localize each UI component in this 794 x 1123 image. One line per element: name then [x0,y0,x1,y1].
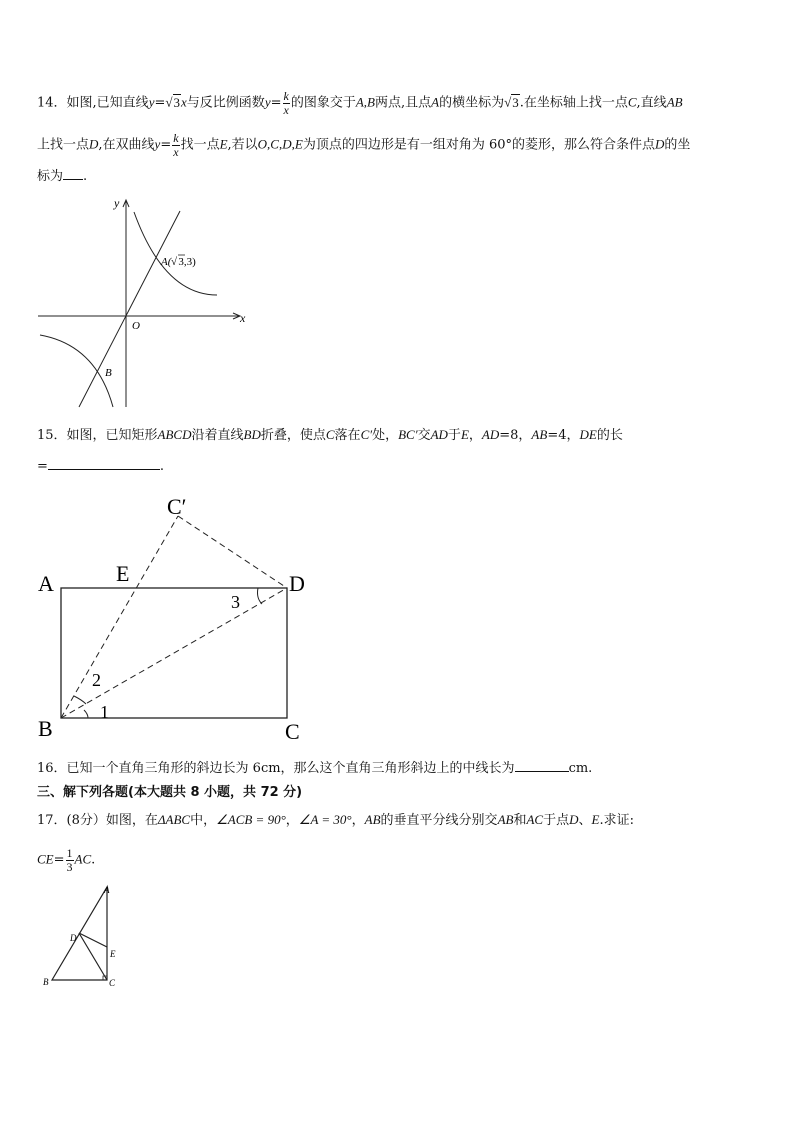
line-bc-prime: BC′ [398,427,418,442]
period: . [159,459,165,474]
line-c-prime-d-dashed [178,516,287,588]
point-c: C [325,427,335,442]
q14-text: 的坐 [664,137,691,153]
segment-ab: AB [497,812,514,827]
q15-text: 15．如图，已知矩形 [37,428,158,443]
q14-coordinate-figure [34,195,254,410]
points-ab: A,B [355,94,375,110]
fraction-denominator: x [283,102,289,117]
q17-text: 于点 [543,813,570,828]
angle-3-label: 3 [231,592,240,612]
q14-line1 [37,90,683,116]
line-ad: AD [430,427,448,442]
q14-text: 为顶点的四边形是有一组对角为 60°的菱形，那么符合条件点 [302,137,655,153]
fraction-numerator: k [173,131,179,145]
hyperbola-branch-2 [40,335,113,407]
segment-ac: AC [526,812,544,827]
q15-text: =4， [547,428,580,443]
point-e: E [219,136,228,152]
q15-text: =8， [499,428,532,443]
period: . [91,852,96,868]
q16-text: 16．已知一个直角三角形的斜边长为 6cm，那么这个直角三角形斜边上的中线长为 [37,761,515,776]
q17-text: 的垂直平分线分别交 [380,813,498,828]
answer-blank[interactable] [63,179,83,180]
fraction-denominator: 3 [66,859,73,874]
equals: = [37,459,48,474]
answer-blank[interactable] [515,771,569,772]
hyperbola-branch-1 [134,212,217,295]
q15-text: 交 [417,428,431,443]
q17-triangle-figure [40,883,130,993]
q14-text: 的图象交于 [290,95,356,111]
q17-text: .求证: [599,813,634,828]
point-b-label: B [105,367,112,379]
q17-text: ， [351,813,365,828]
x-label: x [240,311,246,325]
q17-text: 中， [190,813,217,828]
q14-text: ,直线 [636,95,667,111]
point-d: D [655,136,665,152]
equals: = [53,852,65,868]
line-bd: BD [243,427,261,442]
point-c-prime: C′ [360,427,373,442]
fraction-k-over-x [283,90,290,116]
label-c-prime: C′ [167,494,187,519]
point-d: D [89,136,99,152]
q14-text: 两点,且点 [374,95,432,111]
q17-line1 [37,813,634,827]
angle-acb: ∠ACB = 90° [216,812,286,827]
label-e: E [110,949,116,959]
triangle-abc: ΔABC [157,812,191,827]
q14-text: 标为 [37,169,64,184]
sqrt-radicand: 3 [173,94,181,110]
q16-line [37,762,592,775]
fraction-denominator: x [173,144,179,159]
equals: = [154,95,166,111]
line-bd-dashed [61,588,287,718]
line-bc-prime-dashed [61,516,178,718]
angle-2-label: 2 [92,670,101,690]
label-b: B [38,716,53,741]
q17-line2 [37,847,95,873]
y-label: y [114,196,120,210]
q15-text: 处， [372,428,399,443]
line-ab: AB [666,94,683,110]
point-c: C [627,94,637,110]
q15-text: 沿着直线 [191,428,244,443]
svg-text:A(3,3) [160,256,196,268]
q15-text: 的长 [596,428,623,443]
point-a-radicand: 3 [178,256,184,268]
q14-text: 的横坐标为 [439,95,505,111]
section-3-title: 三、解下列各题(本大题共 8 小题，共 72 分) [37,785,303,800]
sqrt-radicand: 3 [512,94,519,110]
answer-blank[interactable] [48,469,160,470]
label-d: D [289,571,305,596]
angle-a: ∠A = 30° [298,812,352,827]
angle-arc-1 [84,710,88,718]
angle-arc-3 [258,588,263,604]
origin-label: O [132,320,140,332]
q14-text: 上找一点 [37,137,90,153]
point-a-label [160,255,196,268]
q17-text: 和 [513,813,527,828]
label-a: A [38,571,54,596]
sqrt-symbol: √ [171,256,178,268]
line-ab [79,211,180,407]
sqrt-3: √3 [504,94,519,110]
fraction-k-over-x [172,132,179,158]
label-e: E [116,561,130,586]
point-e: E [460,427,469,442]
segment-ce: CE [37,851,54,867]
q17-text: ， [285,813,299,828]
label-a: A [104,885,110,895]
label-c: C [109,978,116,988]
rect-abcd: ABCD [157,427,192,442]
label-c: C [285,719,300,744]
q15-line1 [37,428,623,442]
fraction-one-third [66,847,74,873]
segment-ac: AC [74,851,92,867]
var-x: x [181,94,187,110]
q15-line2 [37,460,164,473]
q14-text: 与反比例函数 [186,95,265,111]
line-ab: AB [531,427,548,442]
label-b: B [43,977,49,987]
q15-text: 落在 [334,428,361,443]
line-ad: AD [481,427,500,442]
point-e: E [591,812,600,827]
point-a-text: A( [161,256,172,268]
q14-text: 找一点 [180,137,220,153]
angle-arc-2 [74,696,86,704]
q14-text: 如图,已知直线 [66,95,149,111]
q14-text: ,在双曲线 [98,137,155,153]
q14-number: 14． [37,95,67,111]
q15-rectangle-figure [36,492,316,742]
point-a: A [431,94,440,110]
var-y: y [148,94,155,110]
q16-unit: cm. [568,761,593,776]
angle-1-label: 1 [100,702,109,722]
var-y: y [154,136,161,152]
q14-text: . [83,169,88,184]
q14-line2 [37,132,690,158]
points-ocde: O,C,D,E [257,136,303,152]
segment-ab: AB [364,812,381,827]
q15-text: 折叠，使点 [260,428,326,443]
q15-text: ， [468,428,482,443]
q17-text: 17．(8分）如图，在 [37,813,158,828]
var-y: y [264,94,271,110]
fraction-numerator: k [283,89,289,103]
label-d: D [70,933,77,943]
point-d: D [569,812,579,827]
fraction-numerator: 1 [66,846,73,860]
sqrt-3: √3 [165,94,181,110]
q14-line3 [37,170,87,183]
q14-text: .在坐标轴上找一点 [519,95,628,111]
equals: = [160,137,172,153]
q15-text: 于 [447,428,461,443]
line-de: DE [579,427,597,442]
equals: = [270,95,282,111]
q17-text: 、 [578,813,592,828]
point-a-y: ,3) [183,256,196,268]
q14-text: ,若以 [227,137,258,153]
